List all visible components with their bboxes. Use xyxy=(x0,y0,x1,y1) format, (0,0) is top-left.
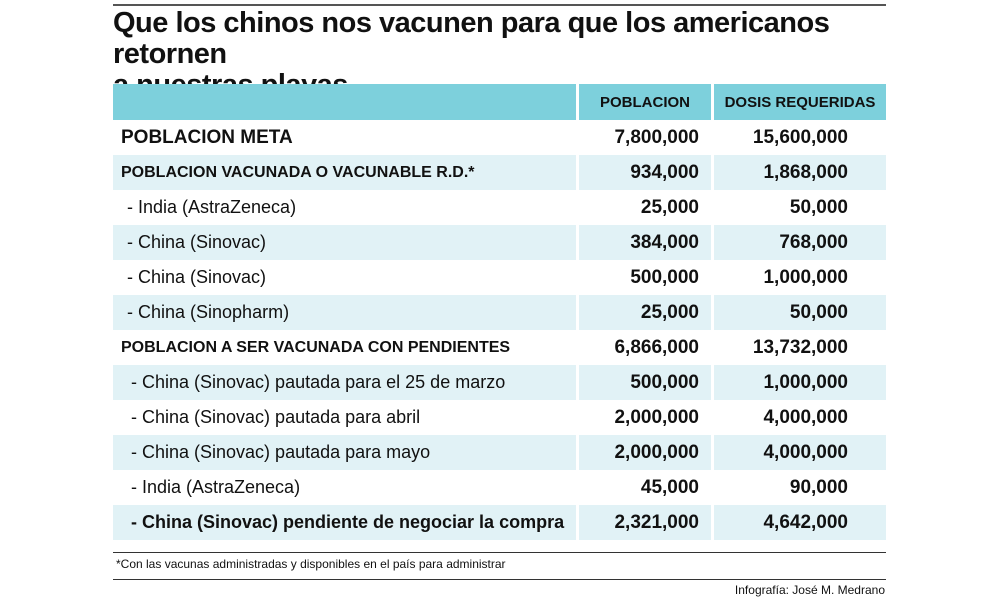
row-label: POBLACION VACUNADA O VACUNABLE R.D.* xyxy=(113,155,576,190)
dosis-cell: 90,000 xyxy=(789,476,848,498)
row-label: - China (Sinovac) pautada para mayo xyxy=(113,435,576,470)
poblacion-cell: 25,000 xyxy=(640,196,699,218)
dosis-cell: 50,000 xyxy=(714,295,886,330)
row-label: - China (Sinovac) pautada para el 25 de marzo xyxy=(113,365,576,400)
credit-rule xyxy=(113,579,886,580)
dosis-cell: 50,000 xyxy=(789,196,848,218)
row-label: - China (Sinovac) pautada para abril xyxy=(131,407,421,427)
dosis-cell: 4,642,000 xyxy=(714,505,886,540)
footnote-rule xyxy=(113,552,886,553)
table-header xyxy=(113,84,886,120)
footnote: *Con las vacunas administradas y disponibles en el país para administrar xyxy=(116,557,506,571)
dosis-cell: 15,600,000 xyxy=(752,126,848,148)
title-rule xyxy=(113,4,886,6)
poblacion-cell: 2,000,000 xyxy=(579,435,711,470)
row-label: - China (Sinovac) xyxy=(127,267,267,287)
vaccine-table xyxy=(113,84,886,540)
poblacion-cell: 384,000 xyxy=(579,225,711,260)
table-row xyxy=(113,470,886,505)
poblacion-cell: 6,866,000 xyxy=(614,336,699,358)
row-label: - India (AstraZeneca) xyxy=(131,477,301,497)
table-row xyxy=(113,190,886,225)
poblacion-cell: 2,000,000 xyxy=(614,406,699,428)
poblacion-cell: 500,000 xyxy=(630,266,699,288)
poblacion-cell: 2,321,000 xyxy=(579,505,711,540)
dosis-cell: 13,732,000 xyxy=(752,336,848,358)
table-row xyxy=(113,225,886,260)
poblacion-cell: 934,000 xyxy=(579,155,711,190)
table-row xyxy=(113,330,886,365)
credit: Infografía: José M. Medrano xyxy=(734,583,885,597)
table-row xyxy=(113,120,886,155)
row-label: POBLACION A SER VACUNADA CON PENDIENTES xyxy=(121,338,511,356)
poblacion-cell: 7,800,000 xyxy=(614,126,699,148)
poblacion-cell: 25,000 xyxy=(579,295,711,330)
row-label: - India (AstraZeneca) xyxy=(127,197,297,217)
table-row xyxy=(113,505,886,540)
dosis-cell: 768,000 xyxy=(714,225,886,260)
dosis-cell: 4,000,000 xyxy=(714,435,886,470)
title-line-1: Que los chinos nos vacunen para que los americanos retornen xyxy=(113,7,830,70)
row-label: POBLACION META xyxy=(121,126,293,148)
column-header-dosis: DOSIS REQUERIDAS xyxy=(714,84,886,120)
table-row xyxy=(113,155,886,190)
column-header-poblacion: POBLACION xyxy=(579,84,711,120)
table-row xyxy=(113,260,886,295)
dosis-cell: 1,000,000 xyxy=(714,365,886,400)
poblacion-cell: 45,000 xyxy=(640,476,699,498)
row-label: - China (Sinopharm) xyxy=(113,295,576,330)
poblacion-cell: 500,000 xyxy=(579,365,711,400)
table-row xyxy=(113,365,886,400)
table-row xyxy=(113,295,886,330)
row-label: - China (Sinovac) xyxy=(113,225,576,260)
table-row xyxy=(113,400,886,435)
dosis-cell: 4,000,000 xyxy=(763,406,848,428)
header-blank-cell xyxy=(113,84,576,120)
dosis-cell: 1,868,000 xyxy=(714,155,886,190)
dosis-cell: 1,000,000 xyxy=(763,266,848,288)
row-label: - China (Sinovac) pendiente de negociar la compra xyxy=(113,505,576,540)
table-row xyxy=(113,435,886,470)
